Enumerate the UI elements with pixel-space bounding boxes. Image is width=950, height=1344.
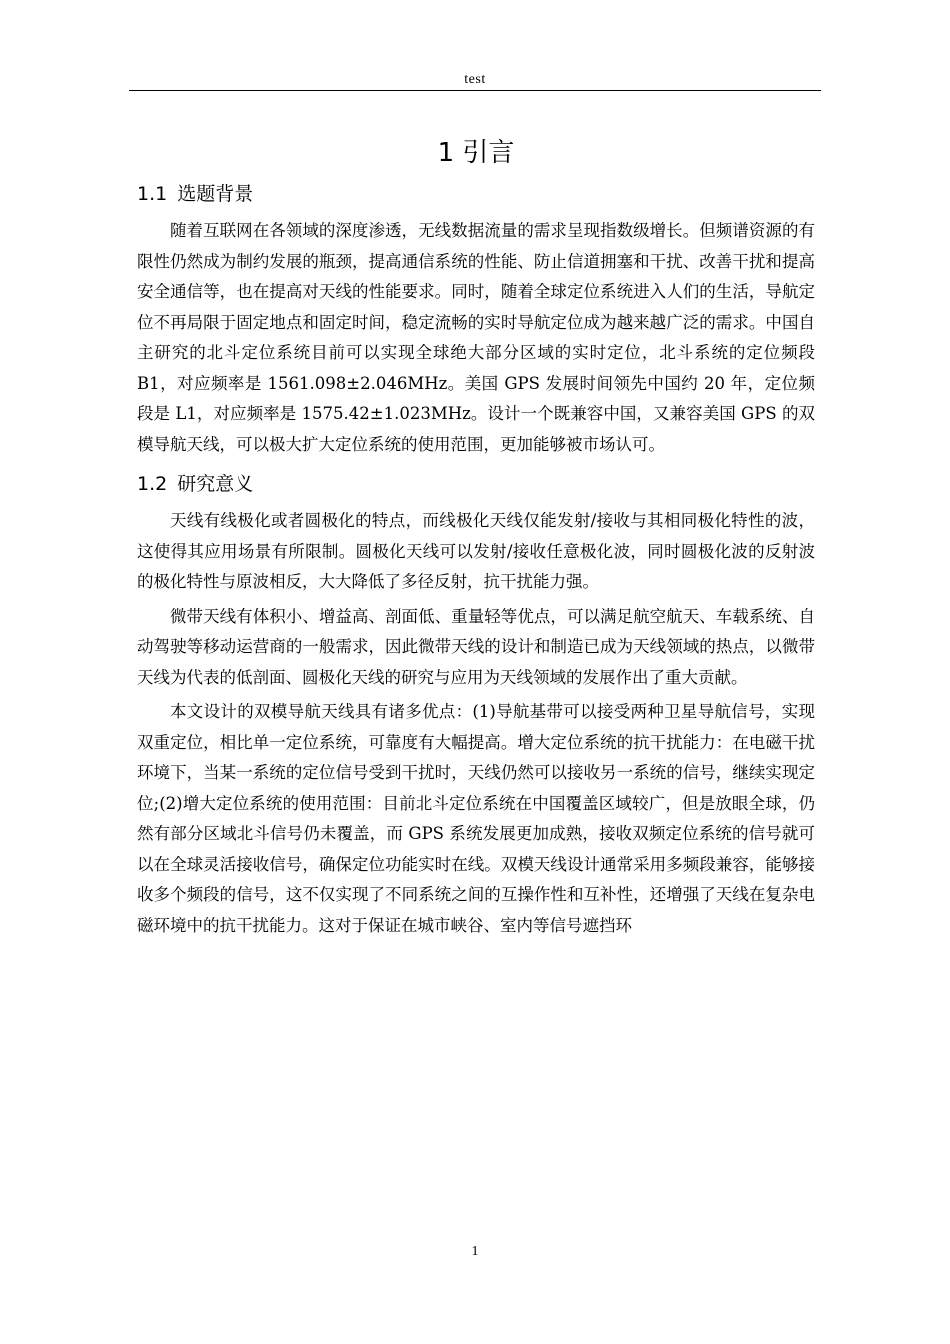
body-paragraph: 微带天线有体积小、增益高、剖面低、重量轻等优点，可以满足航空航天、车载系统、自动驾驶等移动运营商的一般需求，因此微带天线的设计和制造已成为天线领域的热点，以微带天线为代表的低剖面、圆极化天线的研究与应用为天线领域的发展作出了重大贡献。	[137, 606, 815, 687]
section-number: 1.2	[137, 473, 168, 495]
page-body	[137, 130, 815, 941]
section-number: 1.1	[137, 183, 168, 205]
body-paragraph: 随着互联网在各领域的深度渗透，无线数据流量的需求呈现指数级增长。但频谱资源的有限性仍然成为制约发展的瓶颈，提高通信系统的性能、防止信道拥塞和干扰、改善干扰和提高安全通信等，也在提高对天线的性能要求。同时，随着全球定位系统进入人们的生活，导航定位不再局限于固定地点和固定时间，稳定流畅的实时导航定位成为越来越广泛的需求。中国自主研究的北斗定位系统目前可以实现全球绝大部分区域的实时定位，北斗系统的定位频段 B1，对应频率是 1561.098±2.046MHz。美国 GPS 发展时间领先中国约 20 年，定位频段是 L1，对应频率是 1575.42±1.023MHz。设计一个既兼容中国，又兼容美国 GPS 的双模导航天线，可以极大扩大定位系统的使用范围，更加能够被市场认可。	[137, 221, 815, 454]
header-rule	[129, 90, 821, 91]
page-number: 1	[471, 1244, 479, 1259]
section-title-text: 研究意义	[177, 473, 254, 495]
running-header: test	[464, 72, 486, 87]
section-heading-significance	[137, 466, 815, 502]
section-title-text: 选题背景	[177, 183, 254, 205]
body-paragraph: 天线有线极化或者圆极化的特点，而线极化天线仅能发射/接收与其相同极化特性的波，这使得其应用场景有所限制。圆极化天线可以发射/接收任意极化波，同时圆极化波的反射波的极化特性与原波相反，大大降低了多径反射，抗干扰能力强。	[137, 511, 815, 591]
body-paragraph: 本文设计的双模导航天线具有诸多优点：(1)导航基带可以接受两种卫星导航信号，实现双重定位，相比单一定位系统，可靠度有大幅提高。增大定位系统的抗干扰能力：在电磁干扰环境下，当某一系统的定位信号受到干扰时，天线仍然可以接收另一系统的信号，继续实现定位;(2)增大定位系统的使用范围：目前北斗定位系统在中国覆盖区域较广，但是放眼全球，仍然有部分区域北斗信号仍未覆盖，而 GPS 系统发展更加成熟，接收双频定位系统的信号就可以在全球灵活接收信号，确保定位功能实时在线。双模天线设计通常采用多频段兼容，能够接收多个频段的信号，这不仅实现了不同系统之间的互操作性和互补性，还增强了天线在复杂电磁环境中的抗干扰能力。这对于保证在城市峡谷、室内等信号遮挡环	[137, 702, 815, 935]
section-heading-background	[137, 176, 815, 212]
chapter-title: 1 引言	[437, 138, 515, 168]
